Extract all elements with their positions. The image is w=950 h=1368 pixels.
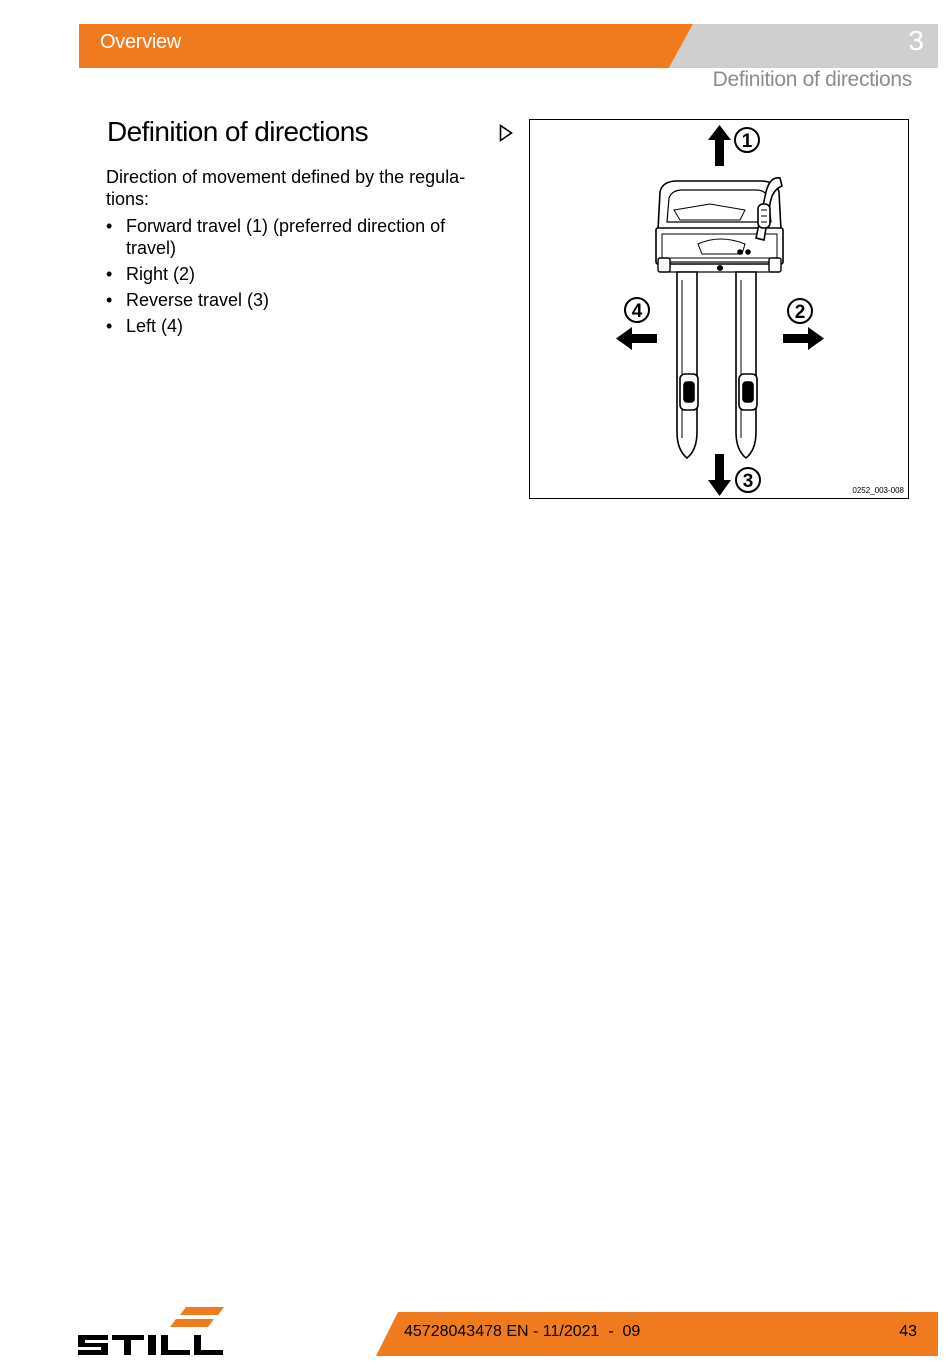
direction-label-3 <box>736 468 760 492</box>
fork-left <box>677 272 698 458</box>
svg-text:4: 4 <box>631 301 643 322</box>
fork-right <box>736 272 757 458</box>
arrow-left-icon <box>616 327 657 350</box>
list-item: • Left (4) <box>106 315 496 337</box>
svg-text:2: 2 <box>794 302 806 323</box>
list-item: • Right (2) <box>106 263 496 285</box>
still-logo <box>78 1307 238 1359</box>
list-item: • Reverse travel (3) <box>106 289 496 311</box>
direction-label-1 <box>735 128 759 152</box>
direction-label-2 <box>788 299 812 323</box>
header-bar <box>79 24 938 68</box>
direction-list <box>106 215 496 341</box>
page-number: 43 <box>899 1323 917 1340</box>
list-item: • Forward travel (1) (preferred direction of travel) <box>106 215 496 259</box>
direction-label-4 <box>625 298 649 322</box>
direction-figure <box>529 119 909 499</box>
section-subtitle: Definition of directions <box>712 68 912 91</box>
figure-code: 0252_003-008 <box>852 486 904 495</box>
page-heading: Definition of directions <box>107 116 369 147</box>
figure-pointer-icon <box>499 124 513 142</box>
document-info: 45728043478 EN - 11/2021 - 09 <box>404 1323 641 1340</box>
pallet-truck-illustration <box>530 120 910 500</box>
arrow-up-icon <box>708 125 731 166</box>
svg-text:3: 3 <box>742 471 754 492</box>
svg-text:1: 1 <box>741 131 753 152</box>
intro-paragraph: Direction of movement defined by the regula-tions: <box>106 167 466 209</box>
arrow-right-icon <box>783 327 824 350</box>
chapter-title: Overview <box>100 31 181 53</box>
chapter-number: 3 <box>908 25 924 56</box>
arrow-down-icon <box>708 454 731 496</box>
